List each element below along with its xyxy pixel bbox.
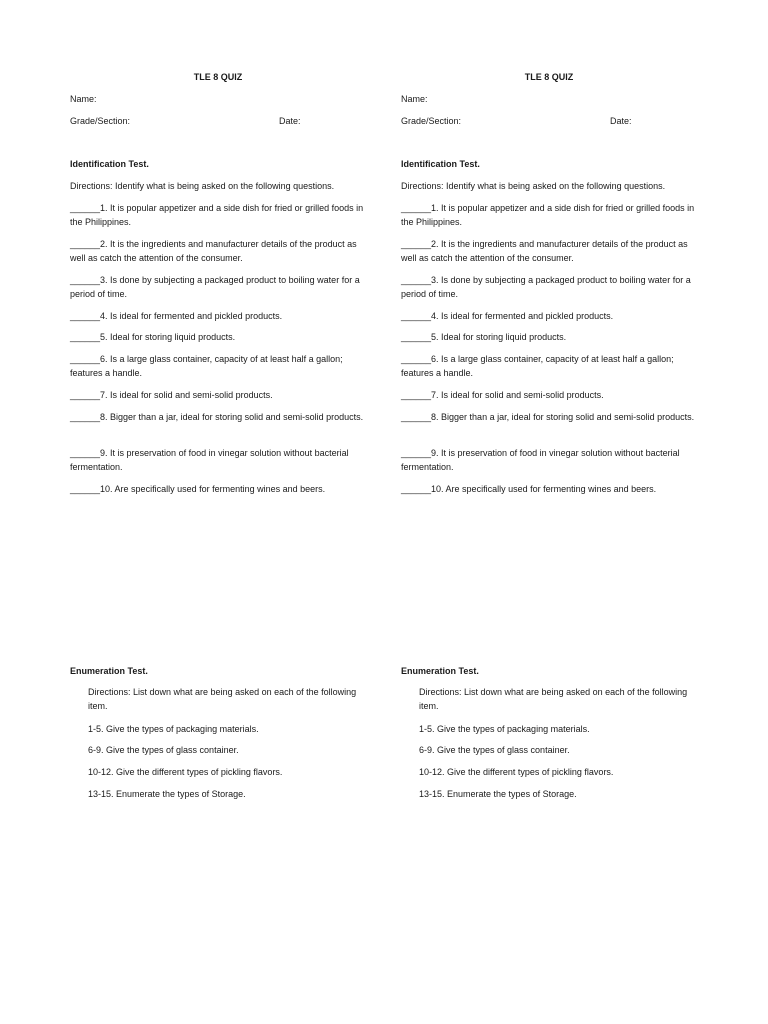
grade-date-line: [70, 114, 366, 128]
enumeration-directions: Directions: List down what are being asked on each of the following item.: [419, 687, 688, 711]
question-10: ______10. Are specifically used for fermenting wines and beers.: [401, 484, 657, 494]
name-label: Name:: [401, 94, 428, 104]
enumeration-item-1: 1-5. Give the types of packaging materials.: [88, 724, 259, 734]
identification-heading: Identification Test.: [70, 159, 149, 169]
question-9: ______9. It is preservation of food in vinegar solution without bacterial fermentation.: [70, 448, 349, 472]
question-5: ______5. Ideal for storing liquid products.: [70, 332, 236, 342]
question-4: ______4. Is ideal for fermented and pickled products.: [401, 311, 614, 321]
question-7: ______7. Is ideal for solid and semi-solid products.: [401, 390, 604, 400]
enumeration-item-2: 6-9. Give the types of glass container.: [419, 745, 570, 755]
quiz-title: TLE 8 QUIZ: [193, 72, 243, 82]
date-label: Date:: [610, 116, 632, 126]
enumeration-item-3: 10-12. Give the different types of pickling flavors.: [419, 767, 614, 777]
grade-date-line: [401, 114, 697, 128]
question-8: ______8. Bigger than a jar, ideal for storing solid and semi-solid products.: [70, 412, 364, 422]
date-label: Date:: [279, 116, 301, 126]
question-1: ______1. It is popular appetizer and a side dish for fried or grilled foods in the Philippines.: [70, 203, 364, 227]
question-6: ______6. Is a large glass container, capacity of at least half a gallon; features a handle.: [401, 354, 674, 378]
question-3: ______3. Is done by subjecting a packaged product to boiling water for a period of time.: [401, 275, 691, 299]
enumeration-item-3: 10-12. Give the different types of pickling flavors.: [88, 767, 283, 777]
question-7: ______7. Is ideal for solid and semi-solid products.: [70, 390, 273, 400]
question-4: ______4. Is ideal for fermented and pickled products.: [70, 311, 283, 321]
enumeration-item-4: 13-15. Enumerate the types of Storage.: [88, 789, 246, 799]
grade-section-label: Grade/Section:: [70, 116, 131, 126]
enumeration-heading: Enumeration Test.: [401, 666, 479, 676]
quiz-title: TLE 8 QUIZ: [524, 72, 574, 82]
question-5: ______5. Ideal for storing liquid products.: [401, 332, 567, 342]
enumeration-item-4: 13-15. Enumerate the types of Storage.: [419, 789, 577, 799]
question-10: ______10. Are specifically used for fermenting wines and beers.: [70, 484, 326, 494]
enumeration-item-2: 6-9. Give the types of glass container.: [88, 745, 239, 755]
question-9: ______9. It is preservation of food in vinegar solution without bacterial fermentation.: [401, 448, 680, 472]
question-1: ______1. It is popular appetizer and a side dish for fried or grilled foods in the Philippines.: [401, 203, 695, 227]
grade-section-label: Grade/Section:: [401, 116, 462, 126]
question-3: ______3. Is done by subjecting a packaged product to boiling water for a period of time.: [70, 275, 360, 299]
question-2: ______2. It is the ingredients and manufacturer details of the product as well as catch the attention of the consumer.: [401, 239, 688, 263]
question-8: ______8. Bigger than a jar, ideal for storing solid and semi-solid products.: [401, 412, 695, 422]
identification-directions: Directions: Identify what is being asked on the following questions.: [401, 181, 666, 191]
quiz-copy-right: [401, 0, 701, 1024]
identification-directions: Directions: Identify what is being asked on the following questions.: [70, 181, 335, 191]
quiz-copy-left: [70, 0, 370, 1024]
identification-heading: Identification Test.: [401, 159, 480, 169]
question-2: ______2. It is the ingredients and manufacturer details of the product as well as catch the attention of the consumer.: [70, 239, 357, 263]
enumeration-heading: Enumeration Test.: [70, 666, 148, 676]
name-label: Name:: [70, 94, 97, 104]
question-6: ______6. Is a large glass container, capacity of at least half a gallon; features a handle.: [70, 354, 343, 378]
enumeration-directions: Directions: List down what are being asked on each of the following item.: [88, 687, 357, 711]
enumeration-item-1: 1-5. Give the types of packaging materials.: [419, 724, 590, 734]
